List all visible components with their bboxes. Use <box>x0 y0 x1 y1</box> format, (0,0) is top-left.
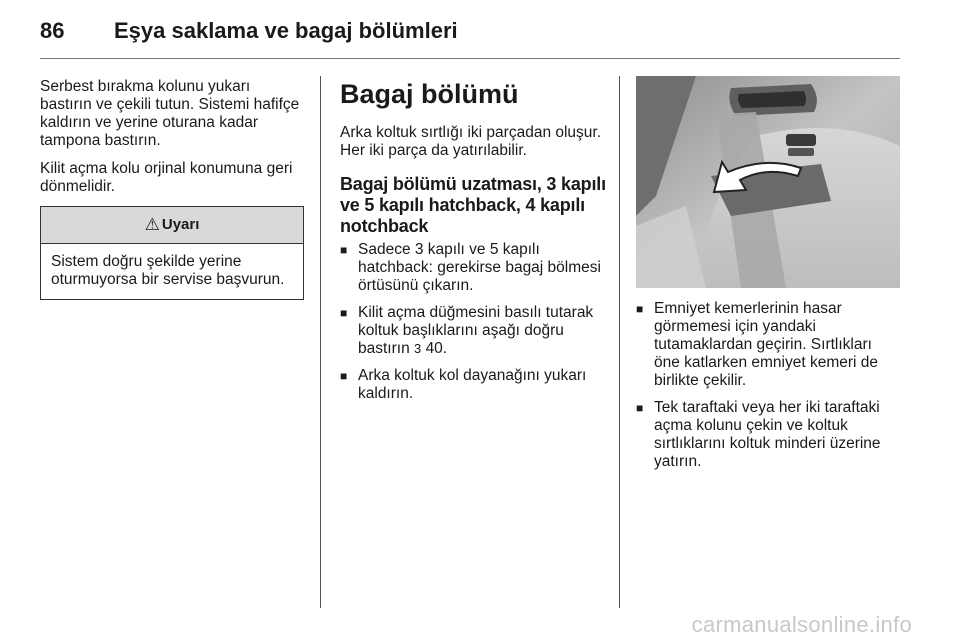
page-reference-symbol: 3 <box>414 341 422 356</box>
intro-paragraph: Arka koltuk sırtlığı iki parçadan oluşur. Her iki parça da yatırılabilir. <box>340 124 602 159</box>
header-rule <box>40 58 900 59</box>
list-item: ■ Sadece 3 kapılı ve 5 kapılı hatchback: gerekirse bagaj bölmesi örtüsünü çıkarın. <box>340 241 606 295</box>
list-item: ■ Tek taraftaki veya her iki taraftaki açma kolunu çekin ve koltuk sırtlıklarını koltuk minderi üzerine yatırın. <box>636 399 900 471</box>
instruction-list <box>636 300 900 471</box>
list-item-text: Kilit açma düğmesini basılı tutarak koltuk başlıklarını aşağı doğru bastırın <box>358 304 594 357</box>
warning-text: Sistem doğru şekilde yerine oturmuyorsa bir servise başvurun. <box>51 253 285 288</box>
watermark: carmanualsonline.info <box>691 612 912 637</box>
instruction-list <box>340 241 606 403</box>
list-item: ■ Arka koltuk kol dayanağını yukarı kaldırın. <box>340 367 606 403</box>
section-title: Bagaj bölümü <box>340 79 519 109</box>
list-item: ■ Emniyet kemerlerinin hasar görmemesi için yandaki tutamaklardan geçirin. Sırtlıkları öne katlarken emniyet kemeri de birlikte çekilir. <box>636 300 900 390</box>
list-item <box>340 304 606 358</box>
left-column <box>40 78 306 300</box>
warning-triangle-icon: ⚠ <box>144 215 160 234</box>
middle-column <box>340 78 606 412</box>
paragraph: Kilit açma kolu orjinal konumuna geri dönmelidir. <box>40 160 293 195</box>
page-number: 86 <box>40 18 65 43</box>
warning-box <box>40 206 304 300</box>
warning-header <box>41 207 303 244</box>
column-divider <box>320 76 321 608</box>
subsection-title: Bagaj bölümü uzatması, 3 kapılı ve 5 kapılı hatchback, 4 kapılı notchback <box>340 174 606 236</box>
warning-title: Uyarı <box>161 216 200 233</box>
seat-belt-illustration <box>636 76 900 288</box>
paragraph: Serbest bırakma kolunu yukarı bastırın ve çekili tutun. Sistemi hafifçe kaldırın ve yerine oturana kadar tampona bastırın. <box>40 78 300 149</box>
page-reference: 40. <box>425 340 448 357</box>
seat-belt-photo <box>636 76 900 288</box>
right-column <box>636 300 900 480</box>
column-divider <box>619 76 620 608</box>
chapter-title: Eşya saklama ve bagaj bölümleri <box>114 18 458 43</box>
